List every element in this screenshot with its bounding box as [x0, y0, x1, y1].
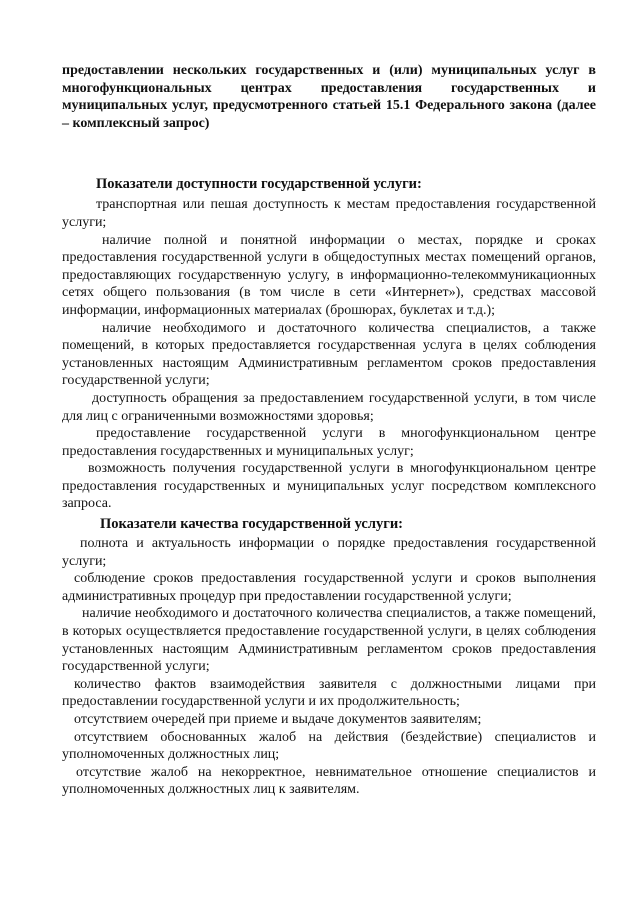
quality-item-3: наличие необходимого и достаточного количества специалистов, а также помещений, в которых осуществляется предоставление государственной услуги, в целях соблюдения установленных настоящим Административным регламентом сроков предоставления государственной услуги; [62, 606, 596, 675]
accessibility-item-5: предоставление государственной услуги в многофункциональном центре предоставления государственных и муниципальных услуг; [62, 426, 596, 459]
accessibility-item-3: наличие необходимого и достаточного количества специалистов, а также помещений, в которых предоставляется государственная услуга в целях соблюдения установленных настоящим Административным регламентом сроков предоставления государственной услуги; [62, 320, 596, 389]
document-body [62, 62, 596, 799]
quality-heading: Показатели качества государственной услуги: [100, 516, 404, 533]
accessibility-item-1: транспортная или пешая доступность к местам предоставления государственной услуги; [62, 197, 596, 230]
quality-item-2: соблюдение сроков предоставления государственной услуги и сроков выполнения административных процедур при предоставлении государственной услуги; [62, 571, 596, 604]
intro-paragraph: предоставлении нескольких государственных и (или) муниципальных услуг в многофункциональных центрах предоставления государственных и муниципальных услуг, предусмотренного статьей 15.1 Федерального закона (далее – комплексный запрос) [62, 63, 596, 131]
accessibility-item-2: наличие полной и понятной информации о местах, порядке и сроках предоставления государственной услуги в общедоступных местах помещений органов, предоставляющих государственную услугу, в информационно-телекоммуникационных сетях общего пользования (в том числе в сети «Интернет»), средствах массовой информации, информационных материалах (брошюрах, буклетах и т.д.); [62, 232, 596, 318]
quality-item-4: количество фактов взаимодействия заявителя с должностными лицами при предоставлении государственной услуги и их продолжительность; [62, 676, 596, 710]
quality-item-7: отсутствие жалоб на некорректное, невнимательное отношение специалистов и уполномоченных должностных лиц к заявителям. [62, 764, 596, 798]
quality-item-5: отсутствием очередей при приеме и выдаче документов заявителям; [74, 712, 482, 727]
accessibility-item-4: доступность обращения за предоставлением государственной услуги, в том числе для лиц с ограниченными возможностями здоровья; [62, 390, 596, 424]
quality-item-6: отсутствием обоснованных жалоб на действия (бездействие) специалистов и уполномоченных должностных лиц; [62, 729, 596, 763]
accessibility-item-6: возможность получения государственной услуги в многофункциональном центре предоставления государственных и муниципальных услуг посредством комплексного запроса. [62, 461, 596, 512]
quality-item-1: полнота и актуальность информации о порядке предоставления государственной услуги; [62, 536, 596, 569]
accessibility-heading: Показатели доступности государственной услуги: [96, 176, 422, 193]
